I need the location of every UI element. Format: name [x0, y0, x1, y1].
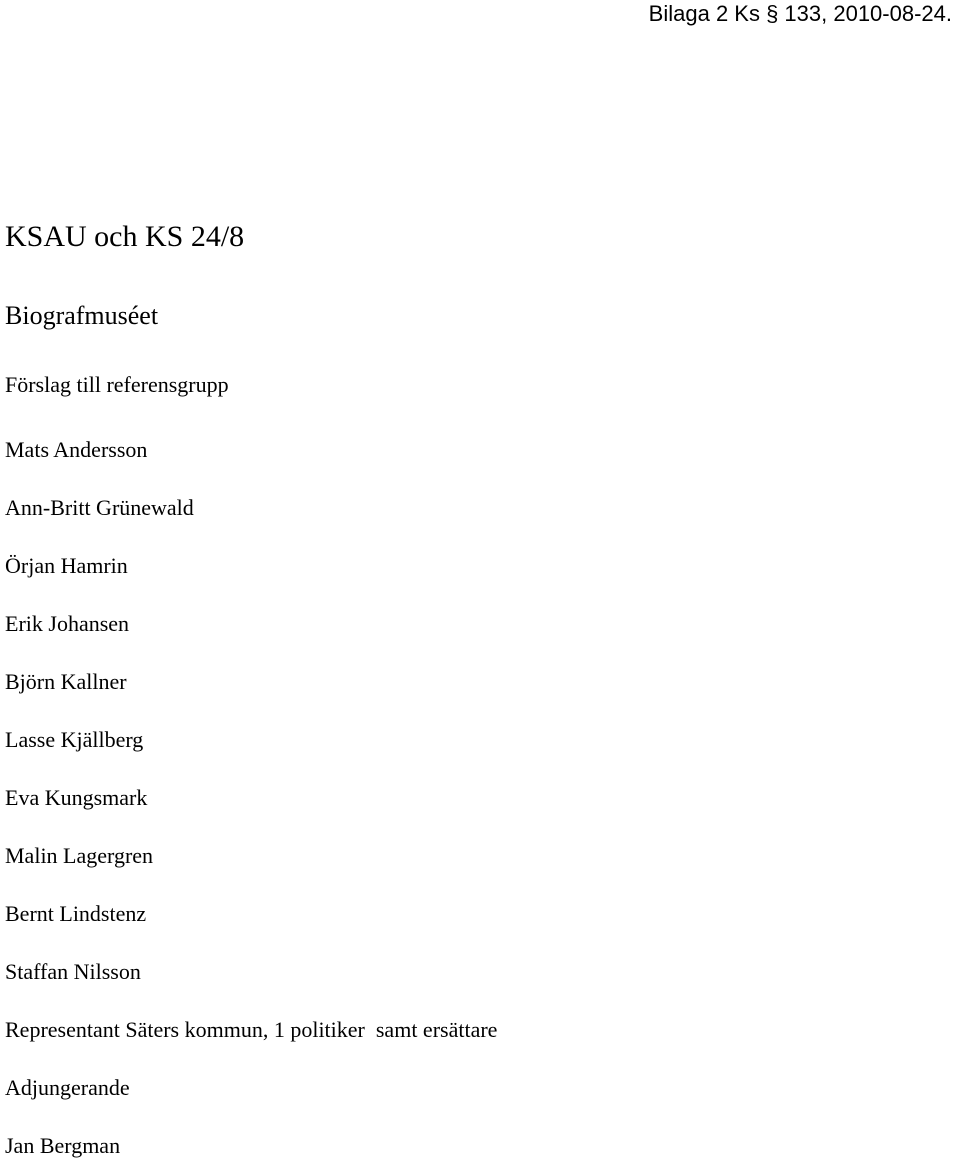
adjunct-heading: Adjungerande — [5, 1075, 130, 1100]
member-name: Örjan Hamrin — [5, 553, 128, 578]
member-name: Staffan Nilsson — [5, 959, 141, 984]
municipality-representative: Representant Säters kommun, 1 politiker samt ersättare — [5, 1017, 498, 1042]
appendix-reference: Bilaga 2 Ks § 133, 2010-08-24. — [648, 1, 952, 26]
member-name: Eva Kungsmark — [5, 785, 148, 810]
member-name: Björn Kallner — [5, 669, 127, 694]
meeting-heading: KSAU och KS 24/8 — [5, 220, 245, 253]
member-name: Erik Johansen — [5, 611, 130, 636]
member-name: Bernt Lindstenz — [5, 901, 147, 926]
adjunct-member-name: Jan Bergman — [5, 1133, 121, 1158]
member-name: Mats Andersson — [5, 437, 148, 462]
member-name: Ann-Britt Grünewald — [5, 495, 194, 520]
proposal-title: Förslag till referensgrupp — [5, 372, 229, 397]
subject-title: Biografmuséet — [5, 301, 159, 330]
member-name: Malin Lagergren — [5, 843, 154, 868]
member-name: Lasse Kjällberg — [5, 727, 144, 752]
